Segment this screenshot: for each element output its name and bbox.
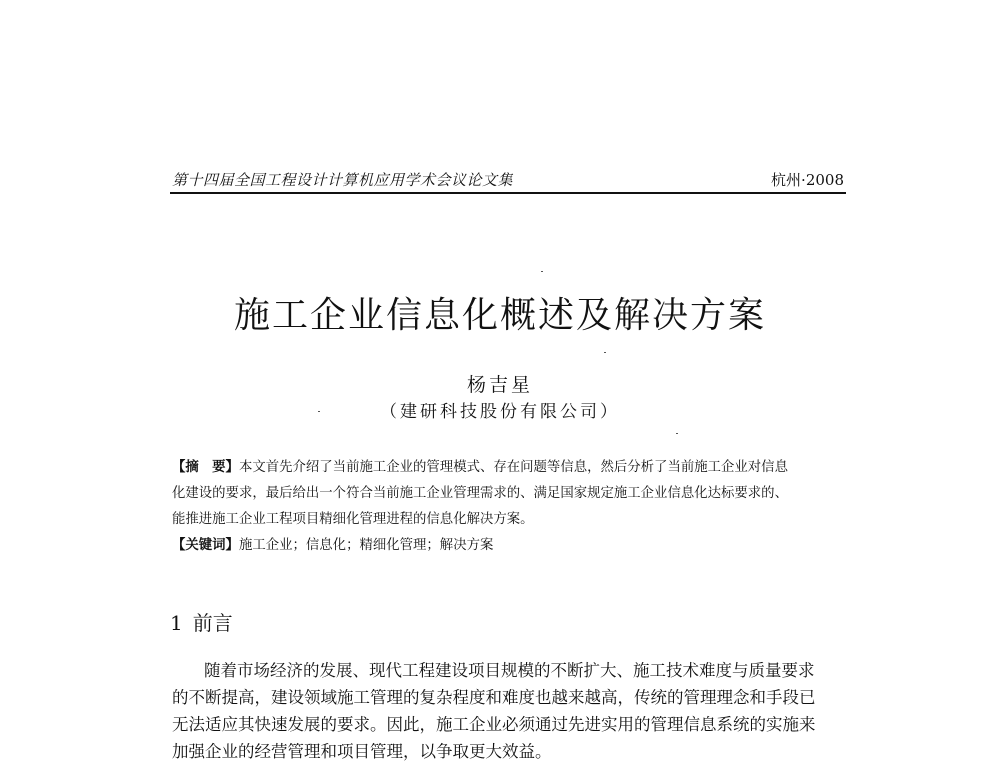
keywords-text: 施工企业；信息化；精细化管理；解决方案 <box>238 538 494 553</box>
section-number: 1 <box>170 611 183 635</box>
section-heading <box>170 607 233 636</box>
running-header <box>170 168 846 194</box>
abstract-line-2: 化建设的要求，最后给出一个符合当前施工企业管理需求的、满足国家规定施工企业信息化达标要求的、 <box>172 486 788 501</box>
paper-title: 施工企业信息化概述及解决方案 <box>233 295 766 336</box>
keywords-label: 【关键词】 <box>172 538 239 553</box>
scan-speck <box>541 271 543 272</box>
section-title: 前言 <box>192 611 233 635</box>
abstract-label: 【摘 要】 <box>172 460 239 475</box>
scan-speck <box>676 433 678 434</box>
author-affiliation: （建研科技股份有限公司） <box>380 402 620 422</box>
scan-speck <box>604 352 606 353</box>
body-line-1: 随着市场经济的发展、现代工程建设项目规模的不断扩大、施工技术难度与质量要求 <box>204 661 815 680</box>
body-line-3: 无法适应其快速发展的要求。因此，施工企业必须通过先进实用的管理信息系统的实施来 <box>172 715 816 734</box>
scan-speck <box>318 411 320 412</box>
author-name: 杨吉星 <box>466 374 533 396</box>
body-line-2: 的不断提高，建设领域施工管理的复杂程度和难度也越来越高，传统的管理理念和手段已 <box>172 688 816 707</box>
abstract-line-3: 能推进施工企业工程项目精细化管理进程的信息化解决方案。 <box>172 512 534 527</box>
abstract-text-1: 本文首先介绍了当前施工企业的管理模式、存在问题等信息，然后分析了当前施工企业对信息 <box>238 460 788 475</box>
location-year: 杭州·2008 <box>771 171 844 189</box>
keywords-line <box>172 534 493 553</box>
body-line-4: 加强企业的经营管理和项目管理，以争取更大效益。 <box>172 742 552 761</box>
abstract-line-1 <box>172 456 788 475</box>
proceedings-title: 第十四届全国工程设计计算机应用学术会议论文集 <box>172 171 514 189</box>
